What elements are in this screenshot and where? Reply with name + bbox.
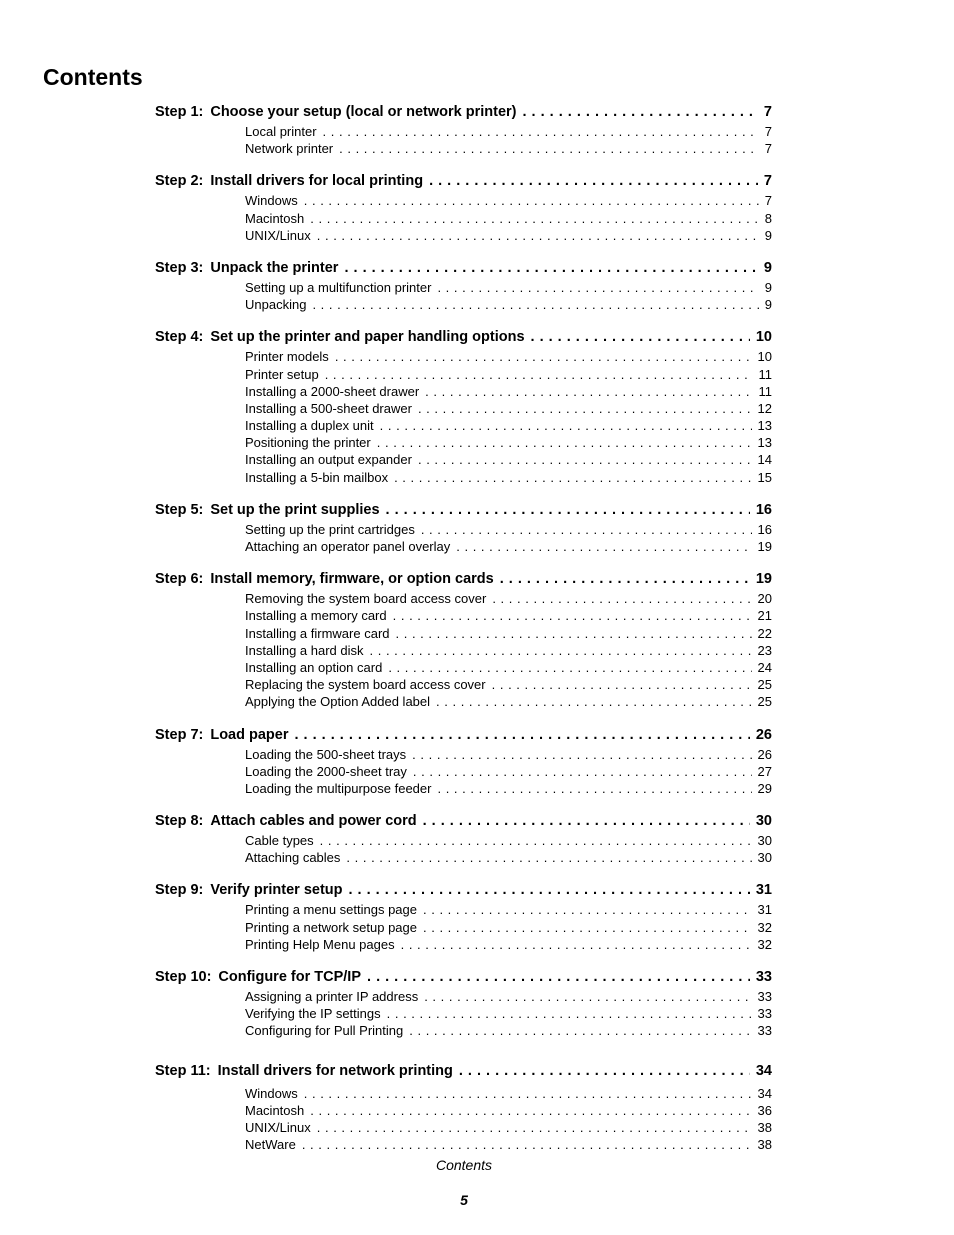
toc-subentry[interactable]	[245, 746, 772, 763]
toc-leader-dots	[418, 451, 752, 468]
toc-leader-dots	[377, 434, 752, 451]
toc-page-number: 31	[757, 902, 772, 918]
toc-subentry[interactable]	[245, 1005, 772, 1022]
toc-page-number: 8	[764, 210, 772, 226]
toc-subentry-list	[245, 279, 772, 313]
toc-page-number: 33	[757, 1006, 772, 1022]
toc-subentry[interactable]	[245, 1022, 772, 1039]
toc-step-number: Step 1:	[155, 104, 204, 120]
toc-subentry-label: Setting up a multifunction printer	[245, 279, 432, 295]
toc-leader-dots	[424, 988, 751, 1005]
toc-leader-dots	[320, 832, 752, 849]
toc-leader-dots	[370, 642, 752, 659]
toc-leader-dots	[295, 726, 750, 745]
toc-subentry-label: Installing a 2000-sheet drawer	[245, 383, 420, 399]
toc-section	[155, 812, 772, 866]
toc-leader-dots	[393, 607, 752, 624]
toc-leader-dots	[421, 521, 752, 538]
toc-step-entry[interactable]	[155, 103, 772, 122]
toc-step-title: Install drivers for local printing	[210, 173, 424, 190]
toc-step-title: Unpack the printer	[210, 259, 339, 276]
toc-page-number: 30	[757, 833, 772, 849]
toc-leader-dots	[312, 296, 758, 313]
toc-subentry[interactable]	[245, 1102, 772, 1119]
toc-page-number: 13	[757, 418, 772, 434]
toc-subentry-label: Cable types	[245, 833, 314, 849]
toc-subentry[interactable]	[245, 538, 772, 555]
toc-subentry-label: NetWare	[245, 1137, 296, 1153]
toc-subentry-label: Windows	[245, 193, 298, 209]
toc-leader-dots	[349, 881, 750, 900]
toc-subentry-list	[245, 832, 772, 866]
toc-step-number: Step 9:	[155, 882, 204, 899]
toc-subentry[interactable]	[245, 348, 772, 365]
toc-subentry[interactable]	[245, 849, 772, 866]
toc-page-number: 32	[757, 919, 772, 935]
toc-page-number: 7	[764, 124, 772, 139]
toc-subentry[interactable]	[245, 383, 772, 400]
toc-subentry[interactable]	[245, 919, 772, 936]
toc-subentry-label: Loading the multipurpose feeder	[245, 780, 432, 796]
toc-step-entry[interactable]	[155, 172, 772, 191]
toc-subentry-label: Installing a 500-sheet drawer	[245, 400, 412, 416]
page-number: 5	[460, 1192, 468, 1208]
toc-subentry[interactable]	[245, 780, 772, 797]
toc-page-number: 34	[757, 1085, 772, 1101]
toc-step-number: Step 4:	[155, 329, 204, 346]
toc-subentry[interactable]	[245, 192, 772, 209]
toc-leader-dots	[418, 400, 752, 417]
toc-subentry[interactable]	[245, 417, 772, 434]
toc-leader-dots	[380, 417, 752, 434]
toc-page-number: 31	[755, 882, 772, 899]
toc-page-number: 25	[757, 694, 772, 710]
toc-leader-dots	[325, 366, 753, 383]
toc-subentry-label: Local printer	[245, 124, 317, 139]
toc-subentry-label: Windows	[245, 1085, 298, 1101]
toc-subentry[interactable]	[245, 1119, 772, 1136]
toc-section	[155, 103, 772, 157]
toc-subentry[interactable]	[245, 123, 772, 140]
toc-leader-dots	[335, 348, 752, 365]
toc-subentry[interactable]	[245, 140, 772, 157]
toc-leader-dots	[412, 746, 751, 763]
toc-step-entry[interactable]	[155, 570, 772, 589]
toc-page-number: 29	[757, 780, 772, 796]
toc-leader-dots	[423, 919, 752, 936]
table-of-contents	[155, 103, 772, 1168]
toc-step-entry[interactable]	[155, 881, 772, 900]
toc-leader-dots	[339, 140, 759, 157]
toc-subentry-label: Configuring for Pull Printing	[245, 1023, 404, 1039]
toc-subentry[interactable]	[245, 296, 772, 313]
toc-subentry-label: Network printer	[245, 141, 334, 157]
toc-subentry[interactable]	[245, 1085, 772, 1102]
toc-subentry[interactable]	[245, 400, 772, 417]
toc-page-number: 15	[757, 469, 772, 485]
toc-step-entry[interactable]	[155, 259, 772, 278]
toc-page-number: 11	[758, 383, 772, 399]
toc-section	[155, 726, 772, 798]
toc-step-title: Install drivers for network printing	[217, 1062, 453, 1079]
toc-subentry[interactable]	[245, 659, 772, 676]
toc-step-number: Step 8:	[155, 813, 204, 830]
toc-subentry[interactable]	[245, 832, 772, 849]
toc-step-title: Verify printer setup	[210, 882, 343, 899]
toc-page-number: 23	[757, 642, 772, 658]
footer-label: Contents	[435, 1157, 493, 1173]
toc-subentry[interactable]	[245, 676, 772, 693]
toc-page-number: 7	[763, 173, 772, 190]
toc-subentry[interactable]	[245, 521, 772, 538]
toc-subentry[interactable]	[245, 763, 772, 780]
toc-subentry[interactable]	[245, 469, 772, 486]
toc-step-title: Load paper	[210, 726, 289, 743]
toc-subentry-list	[245, 1085, 772, 1154]
toc-leader-dots	[492, 676, 752, 693]
toc-subentry-label: Attaching an operator panel overlay	[245, 539, 451, 554]
toc-leader-dots	[523, 103, 758, 122]
toc-page-number: 10	[757, 349, 772, 365]
toc-page-number: 33	[757, 1023, 772, 1039]
toc-leader-dots	[394, 469, 751, 486]
toc-section	[155, 501, 772, 555]
toc-leader-dots	[386, 501, 750, 520]
toc-page-number: 33	[755, 969, 772, 985]
toc-page-number: 7	[764, 193, 772, 209]
toc-subentry-label: Loading the 2000-sheet tray	[245, 763, 407, 779]
toc-subentry-list	[245, 590, 772, 710]
toc-subentry-list	[245, 123, 772, 157]
toc-subentry-list	[245, 988, 772, 1040]
toc-step-entry[interactable]	[155, 812, 772, 831]
toc-subentry-label: UNIX/Linux	[245, 227, 311, 243]
toc-subentry-label: Printing a network setup page	[245, 919, 417, 935]
toc-subentry[interactable]	[245, 936, 772, 953]
toc-step-entry[interactable]	[155, 501, 772, 520]
toc-subentry-label: Attaching cables	[245, 850, 341, 866]
toc-subentry-label: Installing a 5-bin mailbox	[245, 469, 389, 485]
toc-leader-dots	[500, 570, 750, 589]
toc-subentry[interactable]	[245, 434, 772, 451]
toc-section	[155, 570, 772, 710]
toc-page-number: 10	[755, 329, 772, 346]
toc-step-number: Step 10:	[155, 969, 212, 985]
toc-subentry[interactable]	[245, 279, 772, 296]
toc-subentry-label: Installing a hard disk	[245, 642, 364, 658]
toc-step-number: Step 3:	[155, 259, 204, 276]
toc-leader-dots	[423, 901, 752, 918]
toc-subentry-label: Positioning the printer	[245, 435, 371, 451]
toc-page-number: 38	[757, 1137, 772, 1153]
toc-step-entry[interactable]	[155, 328, 772, 347]
toc-leader-dots	[423, 812, 750, 831]
toc-leader-dots	[317, 227, 759, 244]
toc-step-title: Set up the printer and paper handling options	[210, 329, 525, 346]
toc-subentry-label: Installing a duplex unit	[245, 418, 374, 434]
toc-page-number: 9	[764, 227, 772, 243]
toc-subentry-label: Installing a firmware card	[245, 625, 390, 641]
toc-subentry-label: Macintosh	[245, 1102, 305, 1118]
toc-leader-dots	[456, 538, 751, 555]
toc-subentry-list	[245, 348, 772, 486]
toc-step-title: Choose your setup (local or network printer)	[210, 104, 517, 120]
toc-page-number: 7	[764, 141, 772, 157]
toc-section	[155, 259, 772, 313]
toc-subentry[interactable]	[245, 625, 772, 642]
toc-subentry-list	[245, 746, 772, 798]
toc-leader-dots	[437, 279, 758, 296]
toc-step-number: Step 7:	[155, 726, 204, 743]
toc-subentry[interactable]	[245, 642, 772, 659]
toc-step-title: Set up the print supplies	[210, 501, 380, 518]
toc-leader-dots	[388, 659, 751, 676]
toc-leader-dots	[304, 192, 759, 209]
toc-step-number: Step 11:	[155, 1062, 211, 1079]
toc-section	[155, 172, 772, 244]
toc-step-entry[interactable]	[155, 1062, 772, 1081]
toc-leader-dots	[459, 1062, 750, 1081]
toc-subentry-list	[245, 901, 772, 953]
toc-subentry-label: Installing an option card	[245, 659, 383, 675]
toc-page-number: 16	[755, 501, 772, 518]
toc-leader-dots	[387, 1005, 752, 1022]
toc-page-number: 33	[757, 989, 772, 1004]
toc-page-number: 9	[764, 279, 772, 295]
toc-leader-dots	[317, 1119, 752, 1136]
toc-page-number: 25	[757, 677, 772, 693]
toc-subentry[interactable]	[245, 590, 772, 607]
toc-subentry[interactable]	[245, 210, 772, 227]
toc-subentry-label: Installing an output expander	[245, 452, 412, 468]
toc-step-title: Attach cables and power cord	[210, 813, 417, 830]
toc-subentry-label: Macintosh	[245, 210, 305, 226]
toc-section	[155, 968, 772, 1040]
toc-section	[155, 881, 772, 953]
toc-subentry-label: Printing Help Menu pages	[245, 936, 395, 952]
toc-leader-dots	[367, 968, 750, 987]
toc-step-number: Step 6:	[155, 571, 204, 588]
toc-leader-dots	[401, 936, 752, 953]
toc-page-number: 38	[757, 1119, 772, 1135]
toc-subentry-label: Installing a memory card	[245, 608, 387, 624]
toc-step-number: Step 5:	[155, 501, 204, 518]
toc-leader-dots	[323, 123, 759, 140]
toc-step-title: Configure for TCP/IP	[218, 969, 362, 985]
toc-subentry-label: Setting up the print cartridges	[245, 521, 415, 537]
toc-subentry[interactable]	[245, 988, 772, 1005]
toc-subentry[interactable]	[245, 693, 772, 710]
toc-leader-dots	[437, 780, 751, 797]
toc-subentry-label: Loading the 500-sheet trays	[245, 746, 407, 762]
toc-leader-dots	[310, 1102, 751, 1119]
toc-step-number: Step 2:	[155, 173, 204, 190]
toc-subentry-label: Removing the system board access cover	[245, 591, 487, 607]
toc-subentry-label: Printing a menu settings page	[245, 902, 417, 918]
toc-page-number: 34	[755, 1062, 772, 1079]
toc-leader-dots	[436, 693, 752, 710]
toc-subentry-list	[245, 192, 772, 244]
toc-leader-dots	[531, 328, 750, 347]
toc-page-number: 16	[757, 521, 772, 537]
toc-subentry-label: Verifying the IP settings	[245, 1006, 381, 1022]
toc-leader-dots	[429, 172, 758, 191]
toc-subentry-label: Unpacking	[245, 297, 307, 313]
page-title: Contents	[43, 64, 143, 90]
toc-leader-dots	[310, 210, 759, 227]
toc-leader-dots	[396, 625, 752, 642]
toc-page-number: 9	[764, 297, 772, 313]
toc-subentry-label: Assigning a printer IP address	[245, 989, 419, 1004]
toc-subentry-label: Printer setup	[245, 366, 319, 382]
toc-subentry-label: UNIX/Linux	[245, 1119, 311, 1135]
toc-step-entry[interactable]	[155, 726, 772, 745]
toc-section	[155, 328, 772, 486]
toc-subentry[interactable]	[245, 366, 772, 383]
toc-page-number: 30	[755, 813, 772, 830]
toc-page-number: 26	[757, 746, 772, 762]
toc-page-number: 21	[757, 608, 772, 624]
toc-step-title: Install memory, firmware, or option cards	[210, 571, 494, 588]
toc-leader-dots	[344, 259, 757, 278]
toc-subentry-label: Applying the Option Added label	[245, 694, 431, 710]
toc-subentry-label: Printer models	[245, 349, 329, 365]
toc-page-number: 32	[757, 936, 772, 952]
toc-page-number: 27	[757, 763, 772, 779]
toc-leader-dots	[425, 383, 752, 400]
toc-subentry[interactable]	[245, 451, 772, 468]
toc-subentry[interactable]	[245, 901, 772, 918]
toc-subentry[interactable]	[245, 1136, 772, 1153]
toc-subentry-label: Replacing the system board access cover	[245, 677, 486, 693]
toc-subentry[interactable]	[245, 227, 772, 244]
toc-page-number: 7	[763, 104, 772, 120]
toc-leader-dots	[304, 1085, 752, 1102]
toc-leader-dots	[302, 1136, 752, 1153]
toc-step-entry[interactable]	[155, 968, 772, 987]
toc-page-number: 12	[757, 400, 772, 416]
toc-leader-dots	[409, 1022, 751, 1039]
toc-page-number: 30	[757, 850, 772, 866]
toc-section	[155, 1062, 772, 1154]
toc-subentry-list	[245, 521, 772, 555]
toc-leader-dots	[413, 763, 752, 780]
toc-page-number: 22	[757, 625, 772, 641]
toc-page-number: 11	[758, 366, 772, 382]
toc-page-number: 9	[763, 259, 772, 276]
toc-page-number: 36	[757, 1102, 772, 1118]
toc-page-number: 26	[755, 726, 772, 743]
toc-page-number: 19	[755, 571, 772, 588]
toc-subentry[interactable]	[245, 607, 772, 624]
toc-page-number: 19	[757, 539, 772, 554]
toc-leader-dots	[492, 590, 751, 607]
toc-page-number: 14	[757, 452, 772, 468]
toc-leader-dots	[346, 849, 751, 866]
toc-page-number: 20	[757, 591, 772, 607]
toc-page-number: 13	[757, 435, 772, 451]
toc-page-number: 24	[757, 659, 772, 675]
